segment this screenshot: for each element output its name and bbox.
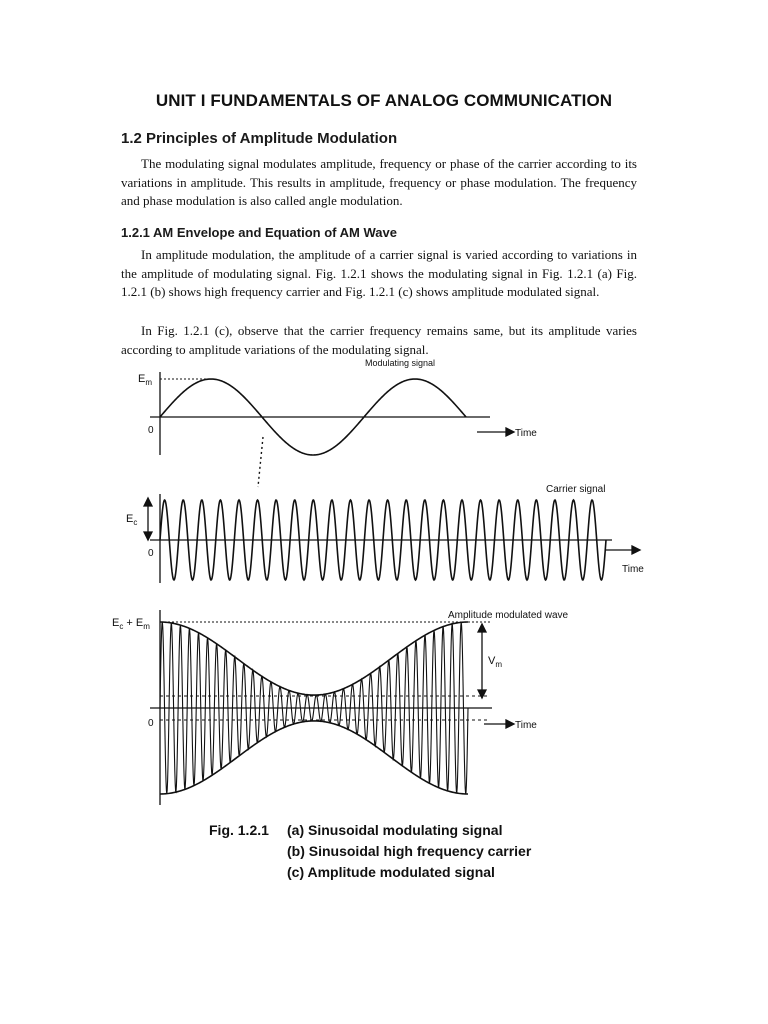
- vm-bracket-top: [478, 624, 486, 632]
- subsection-paragraph-2: [121, 322, 637, 359]
- panel-a-time: Time: [515, 428, 537, 439]
- section-paragraph: [121, 155, 637, 211]
- caption-c: (c) Amplitude modulated signal: [287, 864, 495, 880]
- ec-bracket-bottom: [144, 532, 152, 540]
- panel-a-link-dotted: [258, 437, 263, 487]
- subsection-paragraph-2-text: In Fig. 1.2.1 (c), observe that the carrier frequency remains same, but its amplitude varies according to amplitude variations of the modulating signal.: [121, 323, 637, 357]
- subsection-paragraph-1-text: In amplitude modulation, the amplitude of a carrier signal is varied according to variations in the amplitude of modulating signal. Fig. 1.2.1 shows the modulating signal in Fig. 1.2.1 (a) Fig. 1.2.1 (b) shows high frequency carrier and Fig. 1.2.1 (c) shows amplitude modulated signal.: [121, 247, 637, 299]
- ec-bracket-top: [144, 498, 152, 506]
- subsection-paragraph-1: [121, 246, 637, 302]
- caption-fig-number: Fig. 1.2.1: [209, 822, 269, 838]
- panel-a-arrowhead: [506, 428, 514, 436]
- unit-title: UNIT I FUNDAMENTALS OF ANALOG COMMUNICATION: [155, 91, 613, 110]
- panel-c-title: Amplitude modulated wave: [448, 610, 569, 621]
- subsection-heading: 1.2.1 AM Envelope and Equation of AM Wave: [121, 225, 397, 240]
- panel-b-title: Carrier signal: [546, 484, 606, 495]
- panel-a-zero: 0: [148, 425, 154, 436]
- vm-bracket-bottom: [478, 690, 486, 698]
- caption-a: (a) Sinusoidal modulating signal: [287, 822, 503, 838]
- panel-b-arrowhead: [632, 546, 640, 554]
- vm-label: $V_m$: [488, 655, 503, 669]
- panel-a-ylabel: $E_m$: [138, 373, 153, 387]
- panel-c-arrowhead: [506, 720, 514, 728]
- panel-b-time: Time: [622, 564, 644, 575]
- panel-c-zero: 0: [148, 718, 154, 729]
- panel-b-ylabel: $E_c$: [126, 513, 138, 527]
- section-heading: 1.2 Principles of Amplitude Modulation: [121, 130, 398, 147]
- panel-b-zero: 0: [148, 548, 154, 559]
- panel-c-time: Time: [515, 720, 537, 731]
- am-figure: [0, 355, 768, 825]
- section-paragraph-text: The modulating signal modulates amplitude, frequency or phase of the carrier according to its variations in amplitude. This results in amplitude, frequency or phase modulation. The frequency and phase modulation is also called angle modulation.: [121, 156, 637, 208]
- panel-c-ylabel: $E_c + E_m$: [112, 617, 150, 631]
- caption-b: (b) Sinusoidal high frequency carrier: [287, 843, 532, 859]
- panel-a-title: Modulating signal: [365, 358, 436, 368]
